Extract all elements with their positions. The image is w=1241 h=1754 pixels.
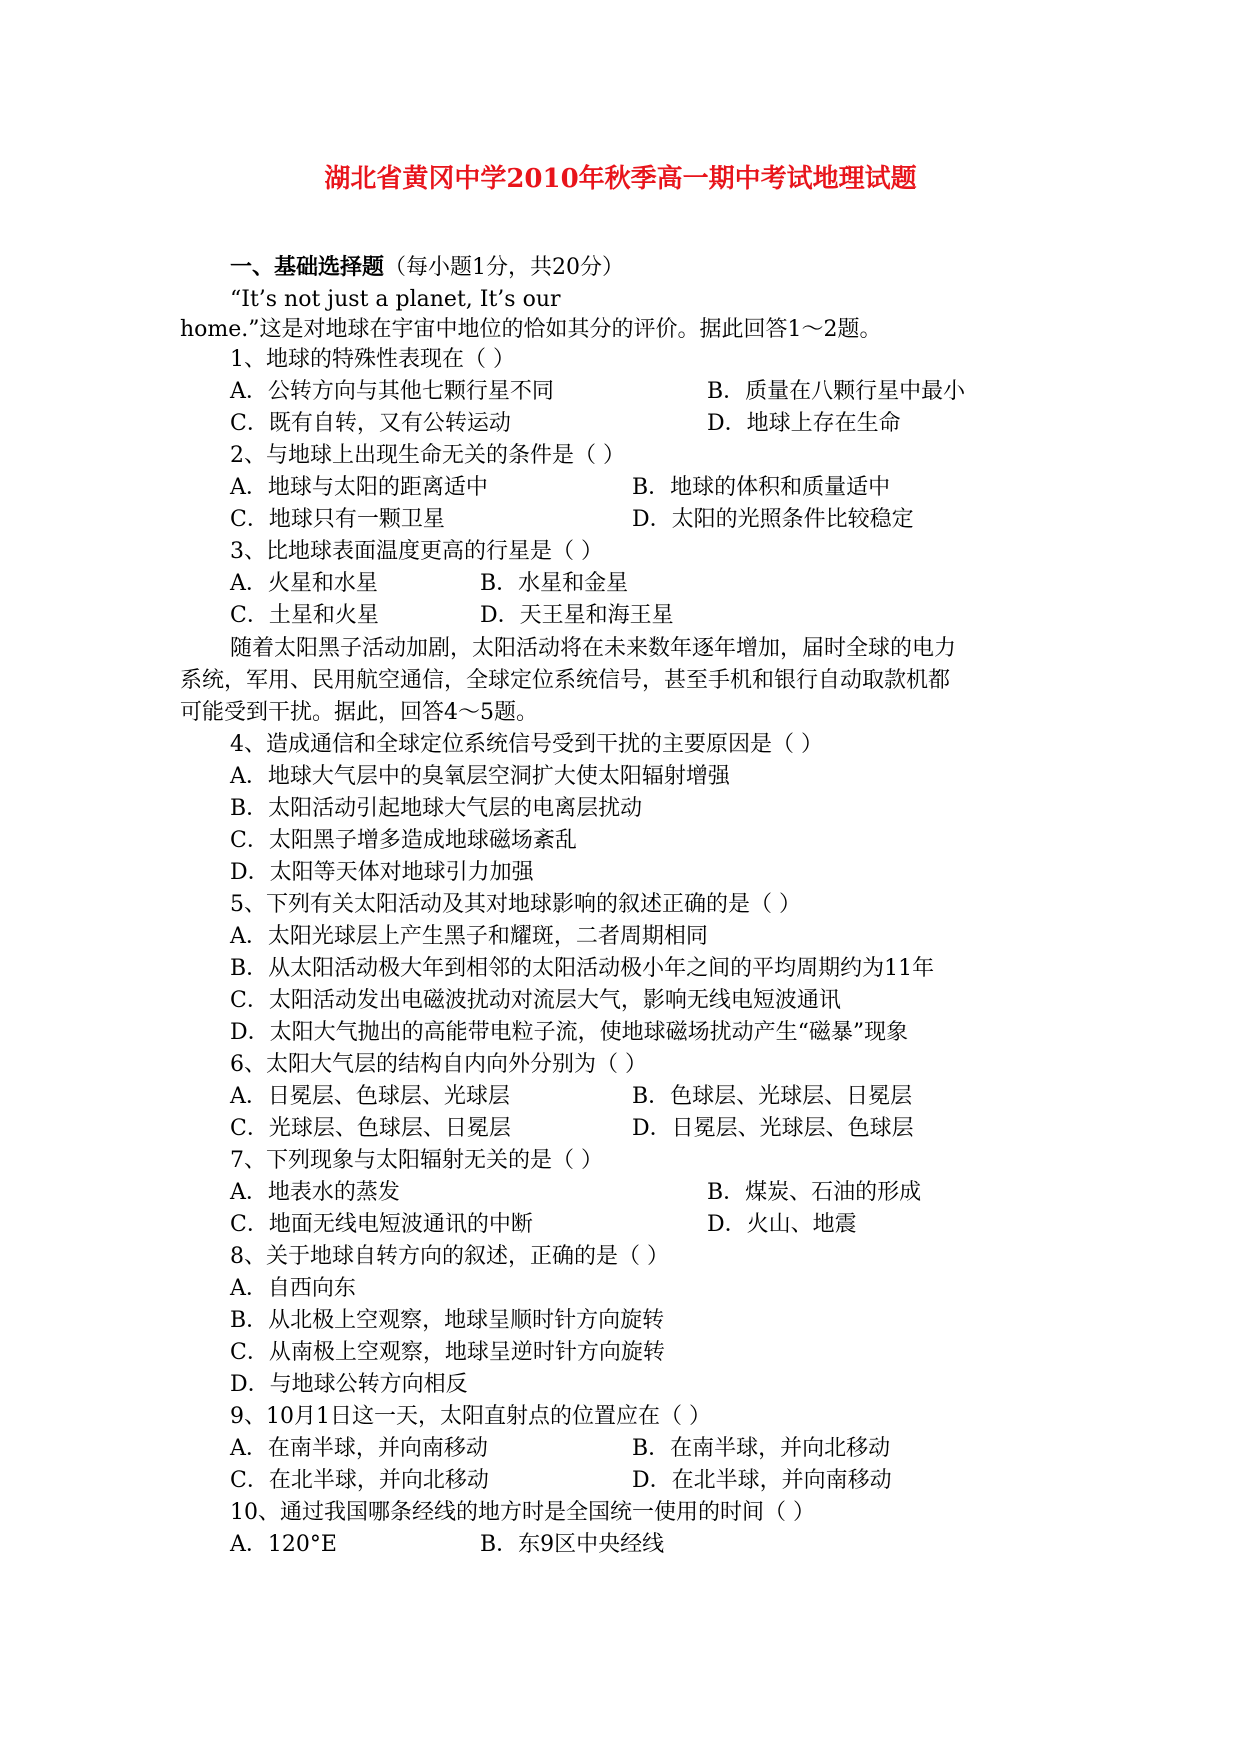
q6-option-a: A．日冕层、色球层、光球层 <box>230 1084 510 1109</box>
q7-option-b: B．煤炭、石油的形成 <box>707 1180 922 1205</box>
q10-stem: 10、通过我国哪条经线的地方时是全国统一使用的时间（ ） <box>230 1500 815 1525</box>
q5-option-d: D．太阳大气抛出的高能带电粒子流，使地球磁场扰动产生“磁暴”现象 <box>230 1020 909 1045</box>
q4-option-b: B．太阳活动引起地球大气层的电离层扰动 <box>230 796 643 821</box>
intro2-line2: 系统，军用、民用航空通信，全球定位系统信号，甚至手机和银行自动取款机都 <box>180 668 951 693</box>
q4-option-d: D．太阳等天体对地球引力加强 <box>230 860 534 885</box>
q8-option-a: A．自西向东 <box>230 1276 356 1301</box>
q3-option-b: B．水星和金星 <box>480 571 629 596</box>
intro1-line1: “It’s not just a planet, It’s our <box>230 287 561 312</box>
q4-option-c: C．太阳黑子增多造成地球磁场紊乱 <box>230 828 577 853</box>
q6-stem: 6、太阳大气层的结构自内向外分别为（ ） <box>230 1052 647 1077</box>
q10-option-a: A．120°E <box>230 1532 337 1557</box>
q1-option-a: A．公转方向与其他七颗行星不同 <box>230 379 554 404</box>
q4-option-a: A．地球大气层中的臭氧层空洞扩大使太阳辐射增强 <box>230 764 730 789</box>
intro2-line3: 可能受到干扰。据此，回答4～5题。 <box>180 700 538 725</box>
q8-stem: 8、关于地球自转方向的叙述，正确的是（ ） <box>230 1244 669 1269</box>
q7-stem: 7、下列现象与太阳辐射无关的是（ ） <box>230 1148 603 1173</box>
q9-option-c: C．在北半球，并向北移动 <box>230 1468 489 1493</box>
q4-stem: 4、造成通信和全球定位系统信号受到干扰的主要原因是（ ） <box>230 732 823 757</box>
q5-option-a: A．太阳光球层上产生黑子和耀斑，二者周期相同 <box>230 924 708 949</box>
q7-option-c: C．地面无线电短波通讯的中断 <box>230 1212 533 1237</box>
q2-option-a: A．地球与太阳的距离适中 <box>230 475 488 500</box>
q5-stem: 5、下列有关太阳活动及其对地球影响的叙述正确的是（ ） <box>230 892 801 917</box>
section-note: （每小题1分，共20分） <box>384 255 625 280</box>
q7-option-a: A．地表水的蒸发 <box>230 1180 400 1205</box>
q9-option-a: A．在南半球，并向南移动 <box>230 1436 488 1461</box>
q6-option-b: B．色球层、光球层、日冕层 <box>632 1084 913 1109</box>
q5-option-c: C．太阳活动发出电磁波扰动对流层大气，影响无线电短波通讯 <box>230 988 841 1013</box>
q2-option-d: D．太阳的光照条件比较稳定 <box>632 507 914 532</box>
q8-option-c: C．从南极上空观察，地球呈逆时针方向旋转 <box>230 1340 665 1365</box>
q3-option-a: A．火星和水星 <box>230 571 378 596</box>
q9-stem: 9、10月1日这一天，太阳直射点的位置应在（ ） <box>230 1404 711 1429</box>
q1-stem: 1、地球的特殊性表现在（ ） <box>230 347 515 372</box>
intro2-line1: 随着太阳黑子活动加剧，太阳活动将在未来数年逐年增加，届时全球的电力 <box>230 636 957 661</box>
q6-option-d: D．日冕层、光球层、色球层 <box>632 1116 914 1141</box>
q3-option-d: D．天王星和海王星 <box>480 603 674 628</box>
q1-option-b: B．质量在八颗行星中最小 <box>707 379 966 404</box>
q8-option-d: D．与地球公转方向相反 <box>230 1372 468 1397</box>
section-heading-line <box>230 252 624 283</box>
exam-title: 湖北省黄冈中学2010年秋季高一期中考试地理试题 <box>324 164 917 194</box>
section-heading: 一、基础选择题 <box>230 254 385 280</box>
q1-option-d: D．地球上存在生命 <box>707 411 901 436</box>
q3-option-c: C．土星和火星 <box>230 603 379 628</box>
q10-option-b: B．东9区中央经线 <box>480 1532 665 1557</box>
q8-option-b: B．从北极上空观察，地球呈顺时针方向旋转 <box>230 1308 665 1333</box>
q2-option-c: C．地球只有一颗卫星 <box>230 507 445 532</box>
q5-option-b: B．从太阳活动极大年到相邻的太阳活动极小年之间的平均周期约为11年 <box>230 956 935 981</box>
q2-stem: 2、与地球上出现生命无关的条件是（ ） <box>230 443 625 468</box>
q3-stem: 3、比地球表面温度更高的行星是（ ） <box>230 539 603 564</box>
q7-option-d: D．火山、地震 <box>707 1212 857 1237</box>
q1-option-c: C．既有自转，又有公转运动 <box>230 411 511 436</box>
q2-option-b: B．地球的体积和质量适中 <box>632 475 891 500</box>
q9-option-d: D．在北半球，并向南移动 <box>632 1468 892 1493</box>
q6-option-c: C．光球层、色球层、日冕层 <box>230 1116 511 1141</box>
q9-option-b: B．在南半球，并向北移动 <box>632 1436 891 1461</box>
intro1-line2: home.”这是对地球在宇宙中地位的恰如其分的评价。据此回答1～2题。 <box>180 317 882 342</box>
